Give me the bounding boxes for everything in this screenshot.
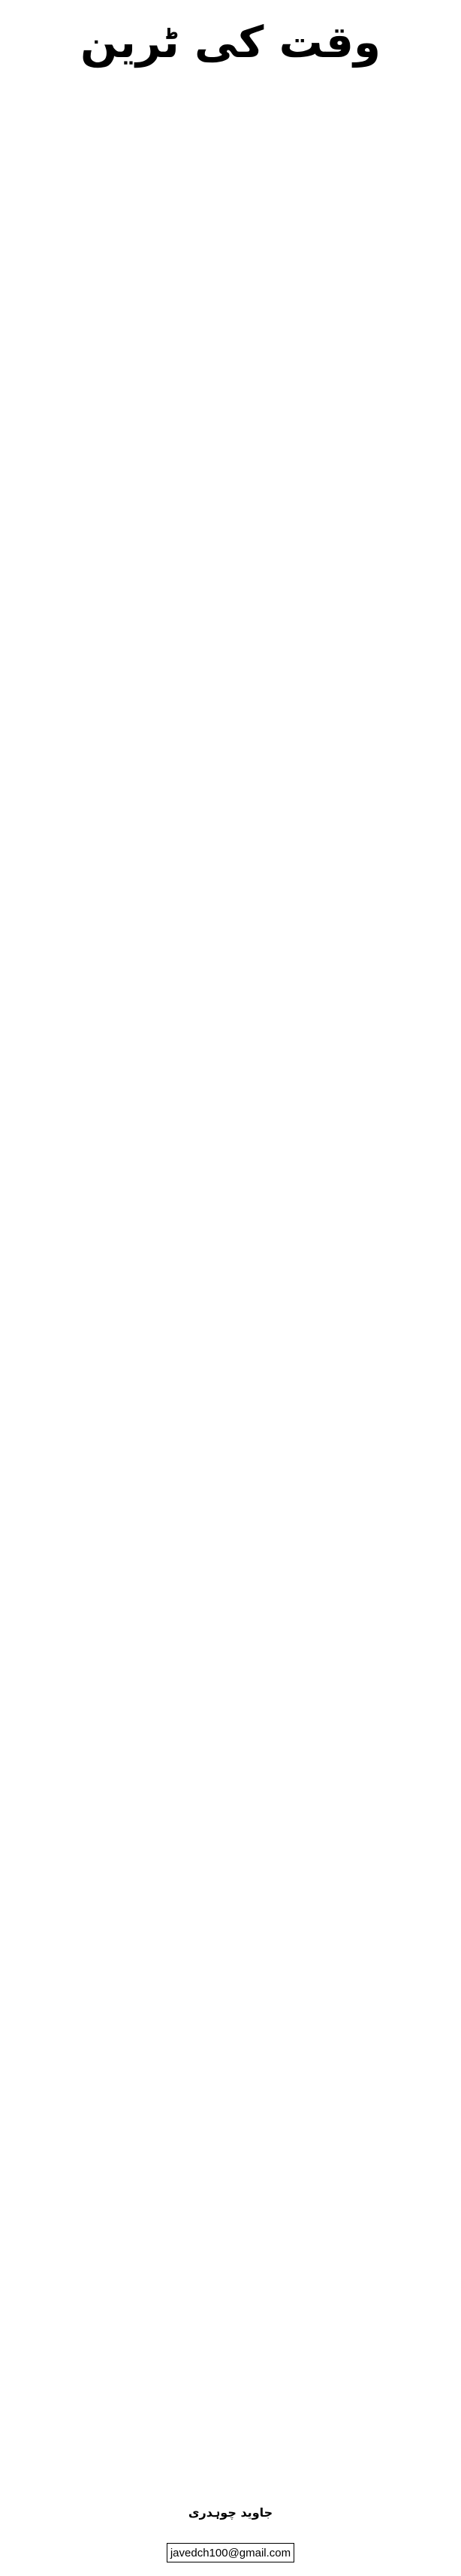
- author-name: جاوید چوہدری: [188, 2505, 273, 2520]
- author-email: javedch100@gmail.com: [167, 2543, 294, 2562]
- article-headline: وقت کی ٹرین: [80, 17, 381, 68]
- headline-container: [0, 5, 461, 80]
- article-body: [14, 90, 447, 2490]
